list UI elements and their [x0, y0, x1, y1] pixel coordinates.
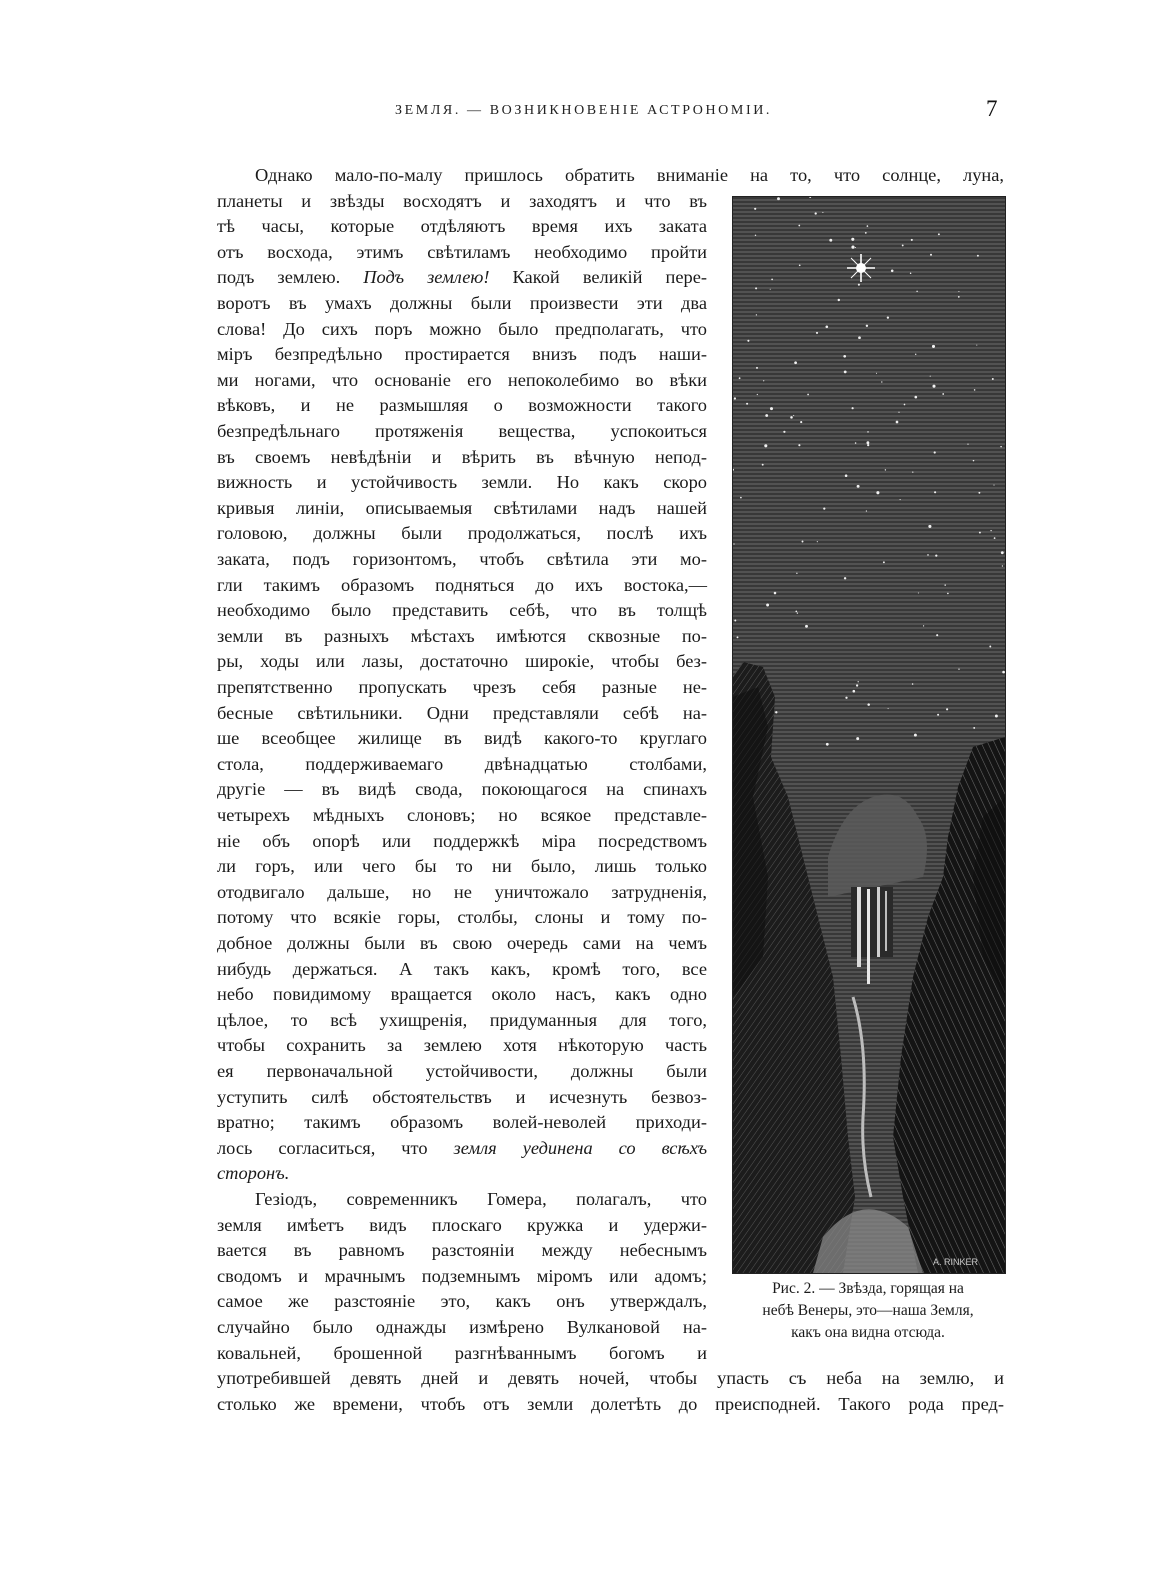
star-dot	[858, 284, 860, 286]
text-line: ми ногами, что основаніе его непоколебимо во вѣки	[217, 369, 707, 390]
star-dot	[967, 444, 968, 445]
star-dot	[915, 354, 916, 355]
text-line: отодвигало дальше, но не уничтожало затрудненія,	[217, 881, 707, 902]
text-line: вѣковъ, и не размышляя о возможности такого	[217, 395, 707, 416]
star-dot	[912, 683, 914, 685]
text-line: отъ восхода, этимъ свѣтиламъ необходимо пройти	[217, 241, 707, 262]
star-dot	[1002, 671, 1005, 674]
star-dot	[747, 340, 749, 342]
text-line: необходимо было представить себѣ, что въ толщѣ	[217, 600, 707, 621]
text-line: случайно было однажды измѣрено Вулкановой на-	[217, 1317, 707, 1337]
star-dot	[866, 441, 869, 444]
text-line: подъ землею. Подъ землею! Какой великій пере-	[217, 267, 707, 288]
star-dot	[793, 415, 794, 416]
text-line: земли въ разныхъ мѣстахъ имѣются сквозные по-	[217, 625, 707, 646]
text-line: тѣ часы, которые отдѣляютъ время ихъ заката	[217, 216, 707, 237]
star-dot	[932, 345, 935, 348]
italic-phrase: сторонъ.	[217, 1163, 290, 1184]
text-line: вается въ равномъ разстояніи между небеснымъ	[217, 1240, 707, 1261]
star-dot	[946, 708, 948, 710]
star-dot	[734, 620, 736, 622]
star-dot	[896, 421, 899, 424]
star-dot	[937, 714, 939, 716]
star-dot	[829, 239, 832, 242]
star-dot	[942, 393, 944, 395]
engraver-signature: A. RINKER	[933, 1257, 979, 1267]
star-dot	[883, 561, 885, 563]
star-dot	[976, 345, 977, 346]
star-dot	[867, 225, 869, 227]
star-dot	[802, 541, 804, 543]
star-dot	[885, 469, 886, 470]
star-dot	[790, 416, 793, 419]
star-dot	[934, 451, 936, 453]
star-dot	[843, 355, 846, 358]
star-dot	[755, 235, 756, 236]
page-number: 7	[986, 96, 998, 121]
star-dot	[932, 385, 935, 388]
star-dot	[910, 272, 912, 274]
text-line: міръ безпредѣльно простирается внизъ подъ наши-	[217, 344, 707, 365]
star-dot	[866, 510, 867, 511]
star-dot	[799, 264, 801, 266]
text-line: небо повидимому вращается около насъ, какъ одно	[217, 984, 707, 1005]
star-dot	[973, 460, 975, 462]
text-line: въ своемъ невѣдѣніи и вѣрить въ вѣчную непод-	[217, 446, 707, 467]
star-dot	[979, 532, 981, 534]
star-dot	[1001, 551, 1004, 554]
star-dot	[853, 690, 856, 693]
star-dot	[876, 373, 877, 374]
star-dot	[825, 325, 828, 328]
italic-phrase: земля уединена со всѣхъ	[453, 1137, 707, 1158]
star-dot	[927, 554, 929, 556]
text-line: добное должны были въ свою очередь сами на чемъ	[217, 933, 707, 953]
star-dot	[958, 669, 959, 670]
star-dot	[904, 404, 906, 406]
text-line: Однако мало-по-малу пришлось обратить вниманіе на то, что солнце, луна,	[255, 165, 1004, 185]
bright-star-icon	[847, 254, 875, 282]
caption-line: Рис. 2. — Звѣзда, горящая на	[772, 1280, 964, 1297]
text-line: планеты и звѣзды восходятъ и заходятъ и что въ	[217, 190, 707, 211]
star-dot	[858, 681, 859, 682]
star-dot	[978, 492, 980, 494]
caption-line: небѣ Венеры, это—наша Земля,	[762, 1302, 974, 1319]
star-dot	[938, 233, 940, 235]
text-line: ніе объ опорѣ или поддержкѣ міра посредствомъ	[217, 830, 707, 851]
star-dot	[816, 332, 818, 334]
star-dot	[994, 537, 996, 539]
star-dot	[995, 715, 998, 718]
star-dot	[993, 485, 994, 486]
star-dot	[755, 287, 757, 289]
star-dot	[771, 279, 773, 281]
star-dot	[990, 530, 991, 531]
star-dot	[845, 474, 848, 477]
star-dot	[1000, 446, 1002, 448]
star-dot	[930, 376, 931, 377]
text-line: гли такимъ образомъ подняться до ихъ востока,—	[217, 574, 707, 595]
star-dot	[800, 421, 802, 423]
text-line: препятственно пропускать чрезъ себя разные не-	[217, 677, 707, 697]
star-dot	[876, 491, 879, 494]
star-dot	[855, 442, 857, 444]
text-line: Гезіодъ, современникъ Гомера, полагалъ, что	[255, 1189, 707, 1209]
star-dot	[770, 289, 771, 290]
star-dot	[947, 593, 949, 595]
text-line: бесные свѣтильники. Одни представляли себѣ на-	[217, 702, 707, 723]
star-dot	[733, 543, 734, 544]
star-dot	[856, 737, 859, 740]
star-dot	[867, 703, 870, 706]
text-line: четырехъ мѣдныхъ слоновъ; но всякое представле-	[217, 805, 707, 825]
text-line	[217, 1160, 707, 1186]
star-dot	[936, 634, 938, 636]
text-line: заката, подъ горизонтомъ, чтобъ свѣтила эти мо-	[217, 549, 707, 569]
text-line: самое же разстояніе это, какъ онъ утверждалъ,	[217, 1291, 707, 1312]
star-dot	[797, 612, 798, 613]
star-dot	[881, 381, 882, 382]
star-dot	[866, 325, 868, 327]
star-dot	[858, 336, 861, 339]
star-dot	[763, 380, 764, 381]
star-dot	[807, 394, 809, 396]
star-dot	[867, 431, 869, 433]
star-dot	[973, 727, 975, 729]
star-dot	[795, 611, 797, 613]
star-dot	[764, 444, 767, 447]
star-dot	[891, 270, 894, 273]
text-line: ея первоначальной устойчивости, должны были	[217, 1061, 707, 1081]
star-dot	[867, 444, 869, 446]
star-dot	[851, 238, 854, 241]
text-line: слова! До сихъ поръ можно было предполагать, что	[217, 318, 707, 339]
star-dot	[783, 431, 785, 433]
star-dot	[777, 197, 780, 200]
star-dot	[935, 554, 937, 556]
text-line: безпредѣльнаго протяженія вещества, успокоиться	[217, 421, 707, 441]
star-dot	[914, 734, 917, 737]
star-dot	[734, 397, 736, 399]
star-dot	[796, 573, 797, 574]
star-dot	[756, 314, 757, 315]
star-dot	[756, 367, 758, 369]
star-dot	[989, 646, 991, 648]
star-dot	[857, 485, 860, 488]
text-line: сводомъ и мрачнымъ подземнымъ міромъ или адомъ;	[217, 1265, 707, 1286]
star-dot	[770, 407, 773, 410]
star-dot	[845, 697, 847, 699]
star-dot	[805, 625, 808, 628]
text-line: нибудь держаться. А такъ какъ, кромѣ того, все	[217, 958, 707, 979]
figure-caption	[730, 1278, 1006, 1344]
star-dot	[930, 254, 932, 256]
star-dot	[911, 239, 913, 241]
caption-line: какъ она видна отсюда.	[791, 1324, 945, 1341]
star-dot	[826, 743, 829, 746]
star-dot	[958, 296, 960, 298]
text-line: потому что всякіе горы, столбы, слоны и тому по-	[217, 907, 707, 928]
text-line: лось согласиться, что земля уединена со всѣхъ	[217, 1137, 707, 1158]
star-dot	[914, 396, 917, 399]
text-line: столько же времени, чтобъ отъ земли долетѣть до преисподней. Такого рода пред-	[217, 1393, 1004, 1414]
star-dot	[757, 394, 758, 395]
star-dot	[844, 371, 847, 374]
star-dot	[900, 499, 901, 500]
star-dot	[739, 377, 741, 379]
text-line: кривыя линіи, описываемыя свѣтилами надъ нашей	[217, 497, 707, 518]
text-line: ше всеобщее жилище въ видѣ какого-то круглаго	[217, 728, 707, 749]
text-line: уступить силѣ обстоятельствъ и исчезнуть безвоз-	[217, 1086, 707, 1107]
text-line: другіе — въ видѣ свода, покоющагося на спинахъ	[217, 779, 707, 800]
text-line: ли горъ, или чего бы то ни было, лишь только	[217, 856, 707, 877]
star-dot	[817, 541, 818, 542]
star-dot	[977, 255, 979, 257]
text-line: чтобы сохранить за землею хотя нѣкоторую часть	[217, 1035, 707, 1056]
text-line: головою, должны были продолжаться, послѣ ихъ	[217, 523, 707, 544]
star-dot	[865, 232, 867, 234]
text-line: стола, поддерживаемаго двѣнадцатью столбами,	[217, 753, 707, 774]
text-line: вижность и устойчивость земли. Но какъ скоро	[217, 472, 707, 493]
star-dot	[852, 407, 854, 409]
text-line: земля имѣетъ видъ плоскаго кружка и удержи-	[217, 1214, 707, 1235]
text-line: ры, ходы или лазы, достаточно широкіе, чтобы без-	[217, 651, 707, 672]
star-dot	[916, 291, 917, 292]
star-dot	[740, 497, 742, 499]
star-dot	[762, 464, 764, 466]
star-dot	[754, 208, 756, 210]
star-dot	[902, 244, 904, 246]
text-line: вратно; такимъ образомъ волей-неволей приходи-	[217, 1112, 707, 1133]
star-dot	[815, 212, 817, 214]
star-dot	[887, 316, 889, 318]
star-dot	[798, 444, 800, 446]
star-dot	[794, 361, 797, 364]
star-dot	[746, 403, 748, 405]
star-dot	[766, 604, 769, 607]
star-dot	[822, 212, 823, 213]
star-dot	[934, 491, 936, 493]
star-dot	[838, 299, 840, 301]
star-dot	[765, 414, 768, 417]
star-dot	[798, 225, 800, 227]
star-dot	[1002, 565, 1003, 566]
text-line: употребившей девять дней и девять ночей, чтобы упасть съ неба на землю, и	[217, 1368, 1004, 1389]
star-dot	[856, 684, 858, 686]
engraving-image	[733, 197, 1005, 1273]
text-line: воротъ въ умахъ должны были произвести эти два	[217, 293, 707, 313]
star-dot	[888, 708, 889, 709]
text-line: ковальней, брошенной разгнѣваннымъ богомъ и	[217, 1342, 707, 1363]
star-dot	[775, 711, 777, 713]
text-line: цѣлое, то всѣ ухищренія, придуманныя для того,	[217, 1009, 707, 1030]
star-dot	[974, 389, 976, 391]
italic-phrase: Подъ землею!	[363, 267, 490, 288]
star-dot	[898, 412, 899, 413]
star-dot	[844, 577, 846, 579]
star-dot	[958, 291, 959, 292]
star-dot	[851, 246, 854, 249]
star-dot	[912, 472, 913, 473]
star-dot	[855, 247, 856, 248]
star-dot	[918, 592, 919, 593]
star-dot	[992, 378, 994, 380]
star-dot	[823, 507, 825, 509]
star-dot	[774, 592, 777, 595]
star-dot	[737, 636, 739, 638]
figure-engraving	[732, 196, 1006, 1274]
star-dot	[923, 625, 924, 626]
running-header: ЗЕМЛЯ. — ВОЗНИКНОВЕНІЕ АСТРОНОМІИ.	[395, 103, 773, 118]
star-dot	[928, 525, 931, 528]
star-dot	[944, 584, 945, 585]
